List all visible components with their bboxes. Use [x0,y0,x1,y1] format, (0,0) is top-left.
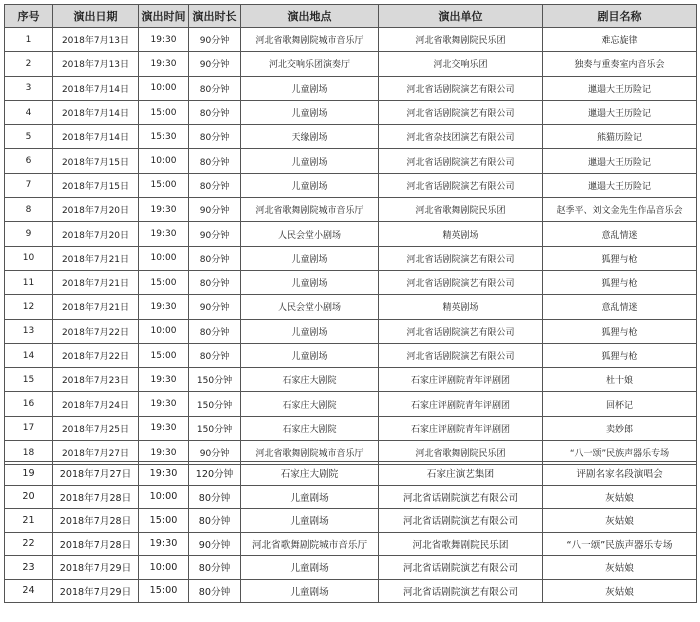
cell-no: 6 [5,149,53,173]
cell-duration: 90分钟 [189,222,241,246]
cell-program: 邋遢大王历险记 [543,173,697,197]
cell-date: 2018年7月21日 [53,270,139,294]
cell-performer: 河北省歌舞剧院民乐团 [379,28,543,52]
cell-time: 10:00 [139,76,189,100]
table-row [5,270,697,294]
cell-venue: 儿童剧场 [241,556,379,580]
cell-program: 灰姑娘 [543,485,697,509]
cell-time: 19:30 [139,368,189,392]
table-row [5,509,697,533]
cell-no: 1 [5,28,53,52]
cell-duration: 80分钟 [189,343,241,367]
cell-no: 12 [5,295,53,319]
cell-venue: 石家庄大剧院 [241,368,379,392]
cell-no: 11 [5,270,53,294]
cell-venue: 石家庄大剧院 [241,416,379,440]
cell-time: 15:00 [139,509,189,533]
table-row [5,319,697,343]
cell-date: 2018年7月28日 [53,532,139,556]
cell-venue: 儿童剧场 [241,319,379,343]
cell-no: 19 [5,462,53,486]
cell-no: 22 [5,532,53,556]
table-row [5,173,697,197]
cell-time: 19:30 [139,441,189,465]
table-row [5,462,697,486]
cell-no: 3 [5,76,53,100]
cell-duration: 80分钟 [189,173,241,197]
cell-performer: 河北省话剧院演艺有限公司 [379,100,543,124]
cell-date: 2018年7月22日 [53,343,139,367]
cell-date: 2018年7月24日 [53,392,139,416]
header-row [5,5,697,28]
table-row [5,485,697,509]
cell-program: 意乱情迷 [543,222,697,246]
cell-performer: 精英剧场 [379,222,543,246]
cell-program: 难忘旋律 [543,28,697,52]
cell-program: 狐狸与枪 [543,246,697,270]
table-row [5,392,697,416]
header-no: 序号 [5,5,53,28]
cell-duration: 80分钟 [189,485,241,509]
cell-duration: 80分钟 [189,270,241,294]
cell-time: 19:30 [139,52,189,76]
cell-performer: 河北省歌舞剧院民乐团 [379,198,543,222]
cell-time: 10:00 [139,556,189,580]
cell-performer: 精英剧场 [379,295,543,319]
cell-date: 2018年7月28日 [53,509,139,533]
table-row [5,76,697,100]
cell-performer: 河北省话剧院演艺有限公司 [379,173,543,197]
cell-date: 2018年7月29日 [53,556,139,580]
cell-duration: 80分钟 [189,100,241,124]
cell-performer: 河北省话剧院演艺有限公司 [379,556,543,580]
cell-performer: 河北省歌舞剧院民乐团 [379,441,543,465]
cell-venue: 河北省歌舞剧院城市音乐厅 [241,198,379,222]
cell-date: 2018年7月25日 [53,416,139,440]
cell-duration: 80分钟 [189,246,241,270]
cell-time: 15:30 [139,125,189,149]
cell-performer: 石家庄评剧院青年评剧团 [379,392,543,416]
cell-venue: 儿童剧场 [241,173,379,197]
cell-venue: 儿童剧场 [241,149,379,173]
cell-venue: 河北省歌舞剧院城市音乐厅 [241,532,379,556]
cell-performer: 河北省话剧院演艺有限公司 [379,149,543,173]
cell-duration: 90分钟 [189,198,241,222]
cell-program: 灰姑娘 [543,556,697,580]
cell-time: 10:00 [139,246,189,270]
cell-date: 2018年7月20日 [53,222,139,246]
cell-date: 2018年7月22日 [53,319,139,343]
header-performer: 演出单位 [379,5,543,28]
cell-date: 2018年7月20日 [53,198,139,222]
cell-no: 10 [5,246,53,270]
cell-venue: 儿童剧场 [241,246,379,270]
cell-duration: 80分钟 [189,125,241,149]
cell-performer: 河北省话剧院演艺有限公司 [379,579,543,603]
table-row [5,532,697,556]
table-row [5,368,697,392]
cell-venue: 河北省歌舞剧院城市音乐厅 [241,28,379,52]
cell-program: 邋遢大王历险记 [543,100,697,124]
cell-duration: 80分钟 [189,319,241,343]
cell-performer: 石家庄演艺集团 [379,462,543,486]
cell-performer: 河北交响乐团 [379,52,543,76]
cell-date: 2018年7月27日 [53,441,139,465]
table-row [5,343,697,367]
cell-time: 10:00 [139,485,189,509]
table-row [5,222,697,246]
cell-time: 15:00 [139,270,189,294]
cell-time: 10:00 [139,319,189,343]
cell-performer: 河北省话剧院演艺有限公司 [379,270,543,294]
table-row [5,28,697,52]
cell-venue: 河北省歌舞剧院城市音乐厅 [241,441,379,465]
cell-program: 狐狸与枪 [543,319,697,343]
cell-no: 21 [5,509,53,533]
cell-time: 10:00 [139,149,189,173]
cell-time: 19:30 [139,295,189,319]
cell-time: 15:00 [139,579,189,603]
table-row [5,246,697,270]
table-row [5,295,697,319]
cell-duration: 90分钟 [189,295,241,319]
cell-time: 19:30 [139,222,189,246]
cell-time: 15:00 [139,173,189,197]
cell-program: 卖妙郎 [543,416,697,440]
cell-duration: 150分钟 [189,392,241,416]
cell-time: 15:00 [139,100,189,124]
cell-performer: 河北省歌舞剧院民乐团 [379,532,543,556]
table-row [5,125,697,149]
cell-duration: 80分钟 [189,509,241,533]
cell-time: 19:30 [139,392,189,416]
cell-no: 17 [5,416,53,440]
cell-time: 19:30 [139,462,189,486]
cell-duration: 90分钟 [189,441,241,465]
cell-venue: 石家庄大剧院 [241,392,379,416]
cell-performer: 河北省话剧院演艺有限公司 [379,485,543,509]
cell-date: 2018年7月21日 [53,295,139,319]
cell-program: 狐狸与枪 [543,270,697,294]
cell-date: 2018年7月13日 [53,52,139,76]
cell-performer: 河北省话剧院演艺有限公司 [379,76,543,100]
cell-duration: 150分钟 [189,368,241,392]
cell-program: “八一颂”民族声器乐专场 [543,532,697,556]
cell-venue: 儿童剧场 [241,76,379,100]
cell-duration: 120分钟 [189,462,241,486]
cell-program: 狐狸与枪 [543,343,697,367]
cell-performer: 河北省杂技团演艺有限公司 [379,125,543,149]
cell-no: 13 [5,319,53,343]
cell-date: 2018年7月14日 [53,76,139,100]
cell-time: 15:00 [139,343,189,367]
cell-no: 5 [5,125,53,149]
cell-no: 2 [5,52,53,76]
cell-performer: 石家庄评剧院青年评剧团 [379,368,543,392]
cell-date: 2018年7月14日 [53,125,139,149]
cell-no: 9 [5,222,53,246]
cell-duration: 90分钟 [189,532,241,556]
cell-venue: 儿童剧场 [241,270,379,294]
cell-venue: 天缘剧场 [241,125,379,149]
table-row [5,579,697,603]
cell-no: 8 [5,198,53,222]
cell-duration: 80分钟 [189,556,241,580]
cell-performer: 河北省话剧院演艺有限公司 [379,246,543,270]
header-date: 演出日期 [53,5,139,28]
cell-program: 意乱情迷 [543,295,697,319]
header-duration: 演出时长 [189,5,241,28]
cell-no: 15 [5,368,53,392]
cell-duration: 90分钟 [189,52,241,76]
cell-program: 灰姑娘 [543,509,697,533]
cell-program: 评剧名家名段演唱会 [543,462,697,486]
cell-venue: 儿童剧场 [241,509,379,533]
cell-date: 2018年7月13日 [53,28,139,52]
cell-program: 杜十娘 [543,368,697,392]
cell-venue: 儿童剧场 [241,579,379,603]
header-time: 演出时间 [139,5,189,28]
cell-program: 独奏与重奏室内音乐会 [543,52,697,76]
cell-no: 4 [5,100,53,124]
cell-no: 7 [5,173,53,197]
cell-date: 2018年7月14日 [53,100,139,124]
cell-date: 2018年7月27日 [53,462,139,486]
cell-date: 2018年7月15日 [53,149,139,173]
header-venue: 演出地点 [241,5,379,28]
cell-duration: 80分钟 [189,149,241,173]
cell-duration: 80分钟 [189,579,241,603]
header-program: 剧目名称 [543,5,697,28]
cell-performer: 石家庄评剧院青年评剧团 [379,416,543,440]
cell-date: 2018年7月15日 [53,173,139,197]
cell-venue: 儿童剧场 [241,100,379,124]
cell-duration: 150分钟 [189,416,241,440]
cell-performer: 河北省话剧院演艺有限公司 [379,509,543,533]
cell-time: 19:30 [139,198,189,222]
table-row [5,556,697,580]
cell-no: 16 [5,392,53,416]
cell-duration: 80分钟 [189,76,241,100]
cell-no: 14 [5,343,53,367]
cell-time: 19:30 [139,532,189,556]
table-row [5,149,697,173]
cell-no: 24 [5,579,53,603]
cell-duration: 90分钟 [189,28,241,52]
cell-venue: 河北交响乐团演奏厅 [241,52,379,76]
schedule-table-part-2 [4,461,697,603]
cell-no: 23 [5,556,53,580]
cell-venue: 人民会堂小剧场 [241,222,379,246]
cell-venue: 儿童剧场 [241,343,379,367]
cell-venue: 儿童剧场 [241,485,379,509]
table-row [5,198,697,222]
cell-no: 18 [5,441,53,465]
cell-date: 2018年7月21日 [53,246,139,270]
cell-time: 19:30 [139,28,189,52]
cell-program: “八一颂”民族声器乐专场 [543,441,697,465]
cell-venue: 人民会堂小剧场 [241,295,379,319]
cell-date: 2018年7月29日 [53,579,139,603]
table-row [5,416,697,440]
cell-program: 灰姑娘 [543,579,697,603]
table-row [5,52,697,76]
schedule-table-part-1 [4,4,697,465]
cell-performer: 河北省话剧院演艺有限公司 [379,319,543,343]
cell-program: 邋遢大王历险记 [543,149,697,173]
cell-date: 2018年7月28日 [53,485,139,509]
cell-date: 2018年7月23日 [53,368,139,392]
cell-program: 赵季平、刘文金先生作品音乐会 [543,198,697,222]
cell-no: 20 [5,485,53,509]
cell-program: 回杯记 [543,392,697,416]
cell-venue: 石家庄大剧院 [241,462,379,486]
cell-program: 熊猫历险记 [543,125,697,149]
table-row [5,100,697,124]
cell-performer: 河北省话剧院演艺有限公司 [379,343,543,367]
cell-program: 邋遢大王历险记 [543,76,697,100]
cell-time: 19:30 [139,416,189,440]
